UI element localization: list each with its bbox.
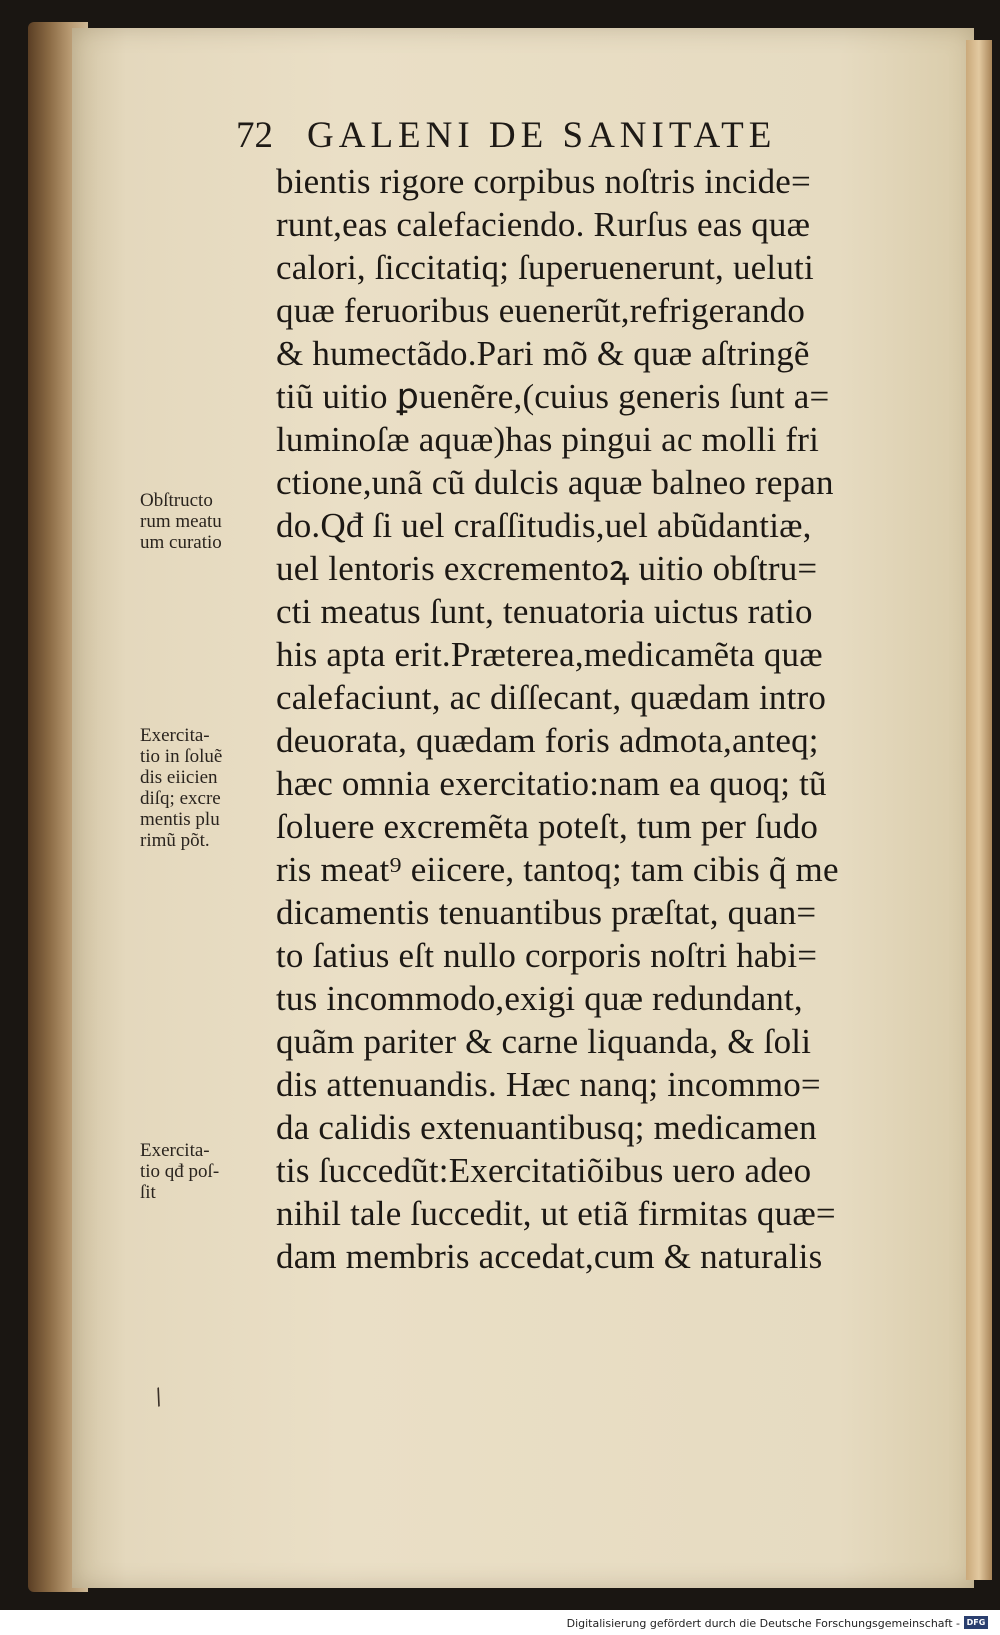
marginal-line: mentis plu: [140, 809, 220, 830]
marginal-line: rimũ põt.: [140, 830, 210, 851]
text-line: quæ feruoribus euenerũt,refrigerando: [276, 291, 806, 330]
marginal-note: [140, 725, 270, 851]
text-line: da calidis extenuantibusq; medicamen: [276, 1108, 817, 1147]
marginal-line: ſit: [140, 1182, 156, 1203]
text-line: ris meat⁹ eiicere, tantoq; tam cibis q̃ me: [276, 850, 839, 889]
text-line: calefaciunt, ac diſſecant, quædam intro: [276, 678, 827, 717]
text-line: to ſatius eſt nullo corporis noſtri habi=: [276, 936, 818, 975]
text-line: nihil tale ſuccedit, ut etiã firmitas quæ=: [276, 1194, 836, 1233]
page-fore-edge: [966, 40, 992, 1580]
text-line: his apta erit.Præterea,medicamẽta quæ: [276, 635, 823, 674]
ink-mark: /: [150, 1384, 167, 1411]
text-line: tis ſuccedũt:Exercitatiõibus uero adeo: [276, 1151, 812, 1190]
text-line: runt,eas calefaciendo. Rurſus eas quæ: [276, 205, 811, 244]
marginal-note: [140, 1140, 270, 1203]
marginal-line: dis eiicien: [140, 767, 218, 788]
text-line: quãm pariter & carne liquanda, & ſoli: [276, 1022, 812, 1061]
text-line: ſoluere excremẽta poteſt, tum per ſudo: [276, 807, 819, 846]
marginal-line: Obſtructo: [140, 490, 213, 511]
marginal-line: rum meatu: [140, 511, 222, 532]
text-line: tiũ uitio ꝑuenẽre,(cuius generis ſunt a=: [276, 377, 830, 416]
running-head: [236, 114, 896, 164]
marginal-note: [140, 490, 270, 553]
running-title: GALENI DE SANITATE: [307, 115, 777, 156]
page-number: 72: [236, 115, 273, 156]
text-line: bientis rigore corpibus noſtris incide=: [276, 162, 811, 201]
text-line: luminoſæ aquæ)has pingui ac molli fri: [276, 420, 820, 459]
text-line: deuorata, quædam foris admota,anteq;: [276, 721, 819, 760]
marginal-line: diſq; excre: [140, 788, 221, 809]
text-line: & humectãdo.Pari mõ & quæ aſtringẽ: [276, 334, 810, 373]
text-line: tus incommodo,exigi quæ redundant,: [276, 979, 803, 1018]
text-line: do.Qđ ſi uel craſſitudis,uel abũdantiæ,: [276, 506, 812, 545]
text-line: cti meatus ſunt, tenuatoria uictus ratio: [276, 592, 813, 631]
text-line: dicamentis tenuantibus præſtat, quan=: [276, 893, 817, 932]
text-line: ctione,unã cũ dulcis aquæ balneo repan: [276, 463, 834, 502]
text-line: calori, ſiccitatiq; ſuperuenerunt, ueluti: [276, 248, 814, 287]
text-line: uel lentoris excrementoꝝ uitio obſtru=: [276, 549, 818, 588]
funding-credit: Digitalisierung gefördert durch die Deutsche Forschungsgemeinschaft -: [566, 1617, 960, 1630]
marginal-line: Exercita-: [140, 1140, 210, 1161]
marginal-line: um curatio: [140, 532, 222, 553]
text-line: hæc omnia exercitatio:nam ea quoq; tũ: [276, 764, 827, 803]
body-text: [276, 160, 926, 1278]
marginal-line: tio qđ poſ-: [140, 1161, 220, 1182]
marginal-line: Exercita-: [140, 725, 210, 746]
marginal-line: tio in ſoluẽ: [140, 746, 223, 767]
dfg-logo-icon: DFG: [964, 1616, 988, 1629]
text-line: dam membris accedat,cum & naturalis: [276, 1237, 823, 1276]
text-line: dis attenuandis. Hæc nanq; incommo=: [276, 1065, 821, 1104]
